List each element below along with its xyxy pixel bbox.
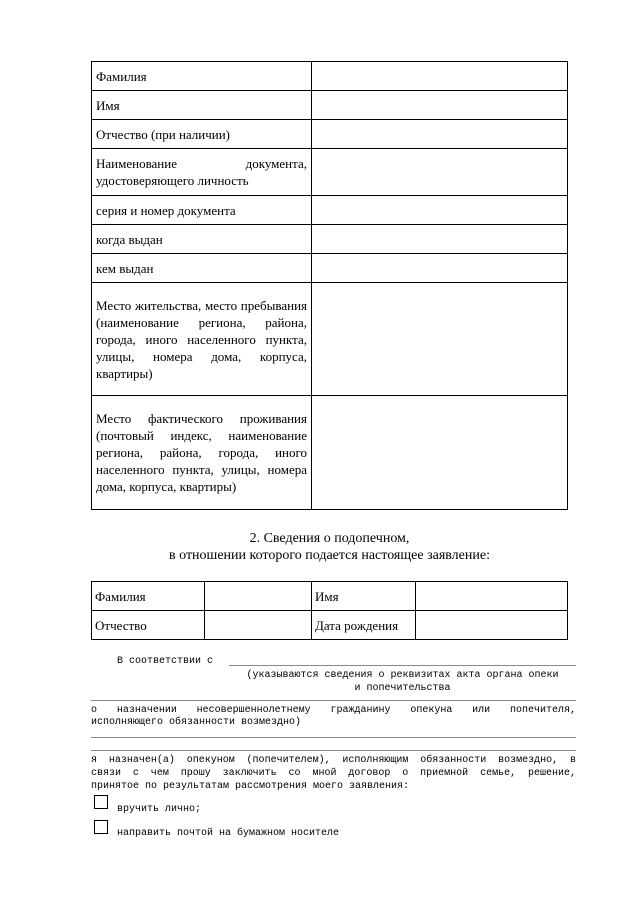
row-label-name: Имя <box>92 91 312 120</box>
appointed-text-line1: я назначен(а) опекуном (попечителем), исполняющим обязанности возмездно, в <box>91 755 576 766</box>
field-doc-number[interactable] <box>312 196 568 225</box>
appointment-text-line1: о назначении несовершеннолетнему гражданину опекуна или попечителя, <box>91 705 576 716</box>
field-actual-residence[interactable] <box>312 396 568 510</box>
table-row <box>92 91 568 120</box>
table-row <box>92 582 568 611</box>
row-label-doc-number: серия и номер документа <box>92 196 312 225</box>
ward-name-label: Имя <box>312 582 416 611</box>
table-row <box>92 196 568 225</box>
field-issue-date[interactable] <box>312 225 568 254</box>
ward-surname-label: Фамилия <box>92 582 205 611</box>
table-row <box>92 254 568 283</box>
field-surname[interactable] <box>312 62 568 91</box>
appointment-text-line2: исполняющего обязанности возмездно) <box>91 717 302 728</box>
option-send-by-mail-label: направить почтой на бумажном носителе <box>117 828 340 839</box>
table-row <box>92 62 568 91</box>
act-details-line[interactable] <box>229 665 576 666</box>
table-row <box>92 149 568 196</box>
option-deliver-personally-label: вручить лично; <box>117 804 202 815</box>
row-label-patronymic: Отчество (при наличии) <box>92 120 312 149</box>
table-row <box>92 396 568 510</box>
table-row <box>92 120 568 149</box>
ward-birthdate-label: Дата рождения <box>312 611 416 640</box>
in-accordance-label: В соответствии с <box>117 656 214 667</box>
row-label-id-document: Наименование документа, удостоверяющего личность <box>92 149 312 196</box>
appointed-text-line2: связи с чем прошу заключить со мной договор о приемной семье, решение, <box>91 768 576 779</box>
table-row <box>92 225 568 254</box>
blank-line-1[interactable] <box>91 737 576 738</box>
row-label-surname: Фамилия <box>92 62 312 91</box>
ward-surname-field[interactable] <box>205 582 312 611</box>
ward-name-field[interactable] <box>416 582 568 611</box>
option-send-by-mail-checkbox[interactable] <box>94 820 108 834</box>
row-label-issue-date: когда выдан <box>92 225 312 254</box>
table-row <box>92 283 568 396</box>
table-row <box>92 611 568 640</box>
field-residence[interactable] <box>312 283 568 396</box>
row-label-residence: Место жительства, место пребывания (наименование региона, района, города, иного населенного пункта, улицы, номера дома, корпуса, квартиры) <box>92 283 312 396</box>
blank-line-2[interactable] <box>91 750 576 751</box>
act-details-line-2[interactable] <box>91 700 576 701</box>
ward-patronymic-field[interactable] <box>205 611 312 640</box>
act-details-hint-1: (указываются сведения о реквизитах акта органа опеки <box>246 670 559 681</box>
field-id-document[interactable] <box>312 149 568 196</box>
row-label-issued-by: кем выдан <box>92 254 312 283</box>
appointed-text-line3: принятое по результатам рассмотрения моего заявления: <box>91 781 410 792</box>
row-label-actual-residence: Место фактического проживания (почтовый индекс, наименование региона, района, города, иного населенного пункта, улицы, номера дома, корпуса, квартиры) <box>92 396 312 510</box>
ward-patronymic-label: Отчество <box>92 611 205 640</box>
section-2-title-line1: 2. Сведения о подопечном, <box>249 531 410 546</box>
act-details-hint-2: и попечительства <box>354 683 451 694</box>
field-patronymic[interactable] <box>312 120 568 149</box>
option-deliver-personally-checkbox[interactable] <box>94 795 108 809</box>
section-2-title-line2: в отношении которого подается настоящее заявление: <box>169 548 490 563</box>
applicant-info-table <box>91 61 568 510</box>
ward-info-table <box>91 581 568 640</box>
field-issued-by[interactable] <box>312 254 568 283</box>
ward-birthdate-field[interactable] <box>416 611 568 640</box>
field-name[interactable] <box>312 91 568 120</box>
